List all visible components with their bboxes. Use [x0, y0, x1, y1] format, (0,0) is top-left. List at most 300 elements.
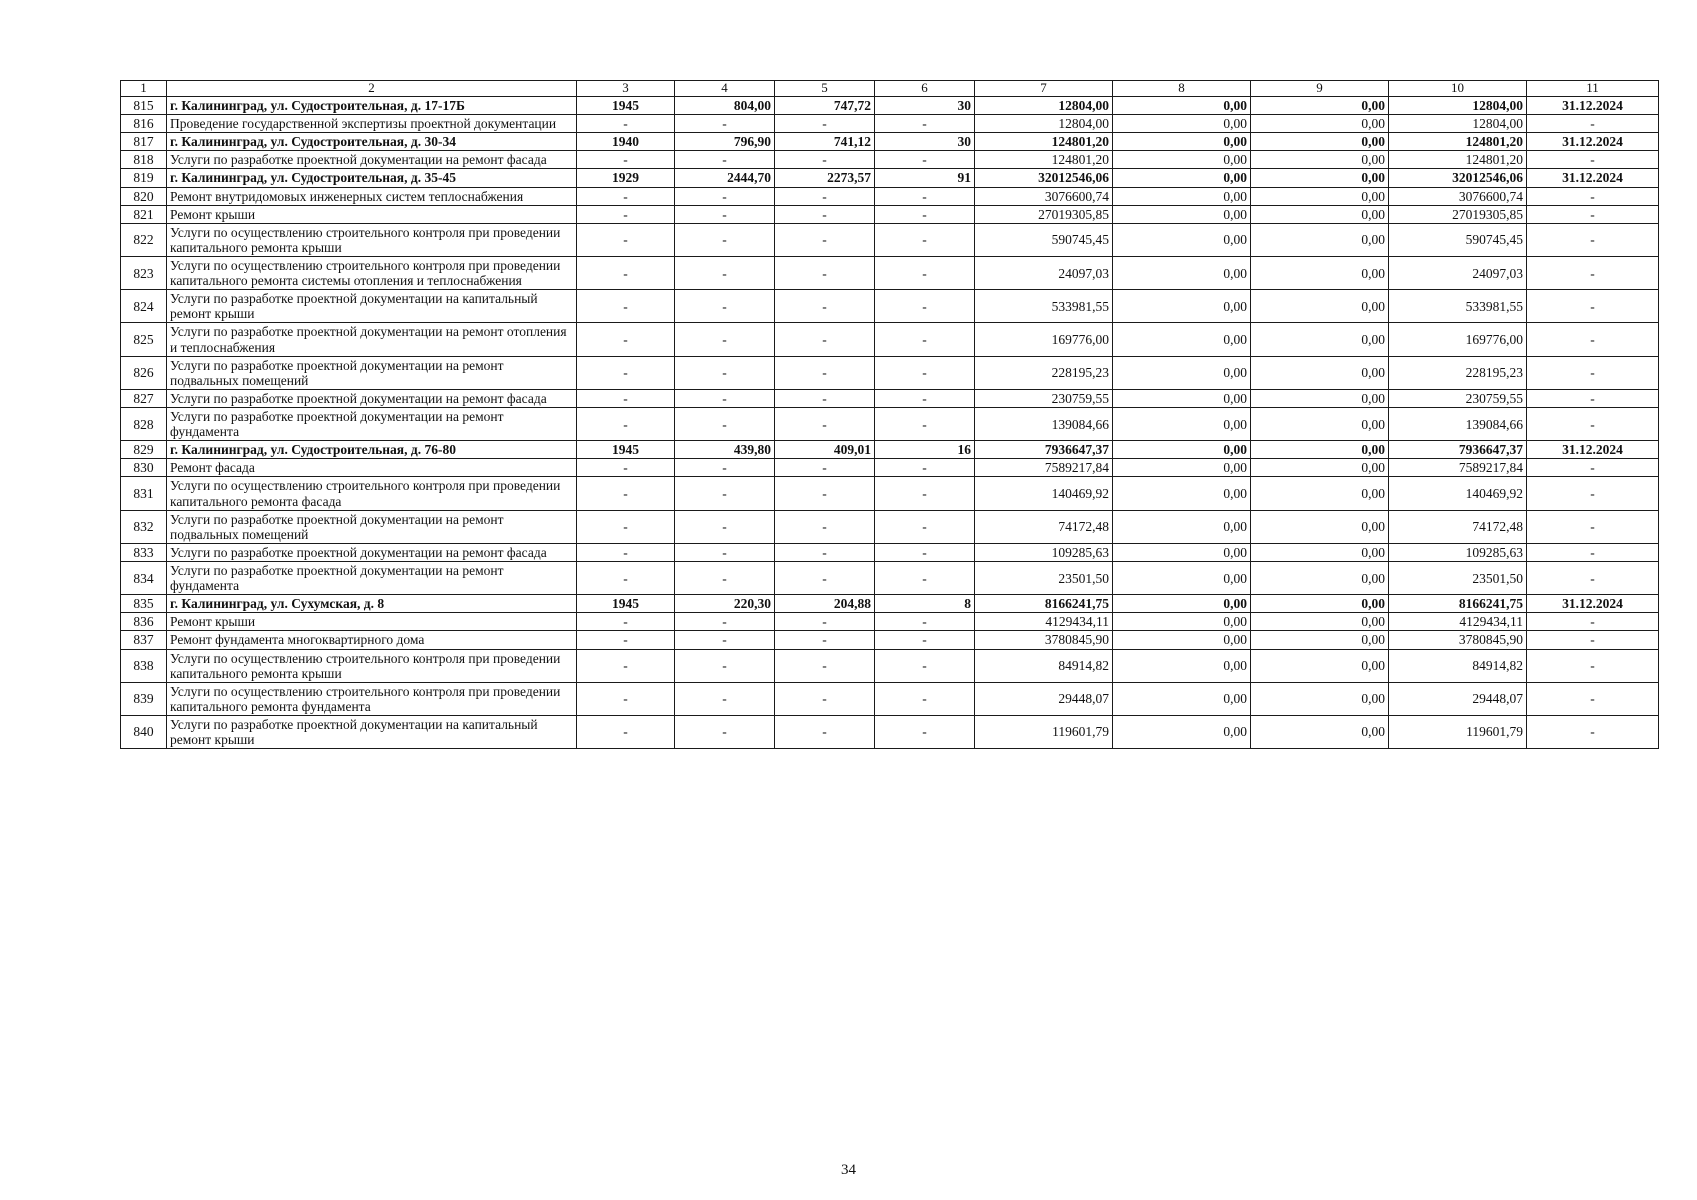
- col-9-cell: 0,00: [1251, 290, 1389, 323]
- col-3-cell: -: [577, 223, 675, 256]
- col-10-cell: 7589217,84: [1389, 459, 1527, 477]
- col-3-cell: -: [577, 459, 675, 477]
- col-4-cell: -: [675, 631, 775, 649]
- col-3-cell: -: [577, 510, 675, 543]
- col-9-cell: 0,00: [1251, 715, 1389, 748]
- col-5-cell: -: [775, 187, 875, 205]
- col-11-cell: -: [1527, 389, 1659, 407]
- col-4-cell: 439,80: [675, 441, 775, 459]
- col-9-cell: 0,00: [1251, 649, 1389, 682]
- address-row: [121, 97, 1659, 115]
- col-11-cell: -: [1527, 151, 1659, 169]
- col-5-cell: -: [775, 290, 875, 323]
- work-name-cell: Услуги по осуществлению строительного контроля при проведении капитального ремонта системы отопления и теплоснабжения: [167, 256, 577, 289]
- col-8-cell: 0,00: [1113, 97, 1251, 115]
- col-6-cell: -: [875, 407, 975, 440]
- col-5-cell: -: [775, 613, 875, 631]
- col-8-cell: 0,00: [1113, 631, 1251, 649]
- col-3-cell: -: [577, 290, 675, 323]
- col-9-cell: 0,00: [1251, 459, 1389, 477]
- work-row: [121, 356, 1659, 389]
- col-6-cell: -: [875, 290, 975, 323]
- col-3-cell: -: [577, 187, 675, 205]
- col-4-cell: -: [675, 187, 775, 205]
- col-3-cell: -: [577, 561, 675, 594]
- col-5-cell: -: [775, 389, 875, 407]
- col-11-cell: -: [1527, 543, 1659, 561]
- work-row: [121, 223, 1659, 256]
- col-8-cell: 0,00: [1113, 715, 1251, 748]
- col-4-cell: -: [675, 561, 775, 594]
- col-6-cell: -: [875, 459, 975, 477]
- col-7-cell: 228195,23: [975, 356, 1113, 389]
- col-3-cell: -: [577, 151, 675, 169]
- work-row: [121, 389, 1659, 407]
- col-3-cell: 1945: [577, 595, 675, 613]
- header-cell: 5: [775, 81, 875, 97]
- work-name-cell: Услуги по разработке проектной документации на ремонт фундамента: [167, 561, 577, 594]
- col-8-cell: 0,00: [1113, 407, 1251, 440]
- col-8-cell: 0,00: [1113, 169, 1251, 187]
- col-9-cell: 0,00: [1251, 187, 1389, 205]
- col-7-cell: 7936647,37: [975, 441, 1113, 459]
- work-name-cell: Ремонт фасада: [167, 459, 577, 477]
- work-name-cell: Услуги по разработке проектной документации на ремонт подвальных помещений: [167, 510, 577, 543]
- col-5-cell: -: [775, 649, 875, 682]
- col-5-cell: -: [775, 682, 875, 715]
- row-number-cell: 830: [121, 459, 167, 477]
- work-name-cell: Услуги по разработке проектной документации на ремонт подвальных помещений: [167, 356, 577, 389]
- col-9-cell: 0,00: [1251, 682, 1389, 715]
- col-10-cell: 533981,55: [1389, 290, 1527, 323]
- work-name-cell: Услуги по разработке проектной документации на ремонт фасада: [167, 543, 577, 561]
- work-row: [121, 682, 1659, 715]
- col-7-cell: 74172,48: [975, 510, 1113, 543]
- col-4-cell: -: [675, 115, 775, 133]
- col-7-cell: 3076600,74: [975, 187, 1113, 205]
- row-number-cell: 834: [121, 561, 167, 594]
- col-10-cell: 29448,07: [1389, 682, 1527, 715]
- col-8-cell: 0,00: [1113, 389, 1251, 407]
- col-10-cell: 124801,20: [1389, 133, 1527, 151]
- col-4-cell: 220,30: [675, 595, 775, 613]
- col-5-cell: -: [775, 256, 875, 289]
- work-row: [121, 715, 1659, 748]
- row-number-cell: 826: [121, 356, 167, 389]
- col-7-cell: 12804,00: [975, 115, 1113, 133]
- col-9-cell: 0,00: [1251, 561, 1389, 594]
- col-8-cell: 0,00: [1113, 510, 1251, 543]
- row-number-cell: 832: [121, 510, 167, 543]
- row-number-cell: 835: [121, 595, 167, 613]
- work-name-cell: Услуги по разработке проектной документации на капитальный ремонт крыши: [167, 290, 577, 323]
- col-5-cell: -: [775, 205, 875, 223]
- col-7-cell: 29448,07: [975, 682, 1113, 715]
- col-6-cell: -: [875, 223, 975, 256]
- col-3-cell: -: [577, 543, 675, 561]
- col-11-cell: -: [1527, 631, 1659, 649]
- work-name-cell: Ремонт крыши: [167, 613, 577, 631]
- col-6-cell: -: [875, 613, 975, 631]
- header-cell: 1: [121, 81, 167, 97]
- col-8-cell: 0,00: [1113, 256, 1251, 289]
- col-5-cell: -: [775, 356, 875, 389]
- col-5-cell: -: [775, 323, 875, 356]
- work-name-cell: Проведение государственной экспертизы проектной документации: [167, 115, 577, 133]
- col-3-cell: -: [577, 649, 675, 682]
- col-11-cell: -: [1527, 682, 1659, 715]
- col-9-cell: 0,00: [1251, 510, 1389, 543]
- col-8-cell: 0,00: [1113, 441, 1251, 459]
- col-4-cell: 796,90: [675, 133, 775, 151]
- col-11-cell: -: [1527, 477, 1659, 510]
- col-5-cell: 409,01: [775, 441, 875, 459]
- col-9-cell: 0,00: [1251, 323, 1389, 356]
- work-name-cell: г. Калининград, ул. Судостроительная, д. 35-45: [167, 169, 577, 187]
- col-4-cell: 2444,70: [675, 169, 775, 187]
- col-9-cell: 0,00: [1251, 115, 1389, 133]
- col-6-cell: -: [875, 187, 975, 205]
- col-9-cell: 0,00: [1251, 595, 1389, 613]
- work-name-cell: Услуги по разработке проектной документации на ремонт фундамента: [167, 407, 577, 440]
- col-3-cell: -: [577, 256, 675, 289]
- col-9-cell: 0,00: [1251, 543, 1389, 561]
- col-6-cell: 30: [875, 133, 975, 151]
- work-row: [121, 256, 1659, 289]
- col-10-cell: 8166241,75: [1389, 595, 1527, 613]
- col-9-cell: 0,00: [1251, 256, 1389, 289]
- col-5-cell: -: [775, 115, 875, 133]
- col-3-cell: -: [577, 323, 675, 356]
- work-name-cell: Ремонт крыши: [167, 205, 577, 223]
- col-11-cell: -: [1527, 649, 1659, 682]
- col-10-cell: 124801,20: [1389, 151, 1527, 169]
- header-cell: 11: [1527, 81, 1659, 97]
- work-name-cell: г. Калининград, ул. Судостроительная, д. 17-17Б: [167, 97, 577, 115]
- col-8-cell: 0,00: [1113, 682, 1251, 715]
- col-6-cell: -: [875, 356, 975, 389]
- row-number-cell: 825: [121, 323, 167, 356]
- capital-repair-table: [120, 80, 1659, 749]
- work-row: [121, 543, 1659, 561]
- col-3-cell: -: [577, 356, 675, 389]
- row-number-cell: 819: [121, 169, 167, 187]
- col-10-cell: 109285,63: [1389, 543, 1527, 561]
- row-number-cell: 820: [121, 187, 167, 205]
- col-8-cell: 0,00: [1113, 133, 1251, 151]
- col-10-cell: 7936647,37: [1389, 441, 1527, 459]
- col-4-cell: 804,00: [675, 97, 775, 115]
- col-4-cell: -: [675, 389, 775, 407]
- col-4-cell: -: [675, 151, 775, 169]
- header-cell: 6: [875, 81, 975, 97]
- col-10-cell: 119601,79: [1389, 715, 1527, 748]
- col-11-cell: -: [1527, 407, 1659, 440]
- col-11-cell: -: [1527, 115, 1659, 133]
- col-10-cell: 27019305,85: [1389, 205, 1527, 223]
- col-9-cell: 0,00: [1251, 205, 1389, 223]
- col-7-cell: 124801,20: [975, 133, 1113, 151]
- col-3-cell: -: [577, 613, 675, 631]
- col-7-cell: 24097,03: [975, 256, 1113, 289]
- col-8-cell: 0,00: [1113, 223, 1251, 256]
- col-7-cell: 139084,66: [975, 407, 1113, 440]
- col-7-cell: 7589217,84: [975, 459, 1113, 477]
- col-9-cell: 0,00: [1251, 97, 1389, 115]
- col-10-cell: 12804,00: [1389, 97, 1527, 115]
- col-3-cell: 1940: [577, 133, 675, 151]
- work-name-cell: г. Калининград, ул. Судостроительная, д. 30-34: [167, 133, 577, 151]
- col-7-cell: 230759,55: [975, 389, 1113, 407]
- address-row: [121, 441, 1659, 459]
- header-cell: 9: [1251, 81, 1389, 97]
- col-4-cell: -: [675, 459, 775, 477]
- col-6-cell: -: [875, 561, 975, 594]
- header-cell: 8: [1113, 81, 1251, 97]
- col-10-cell: 3076600,74: [1389, 187, 1527, 205]
- col-11-cell: -: [1527, 715, 1659, 748]
- work-row: [121, 205, 1659, 223]
- col-8-cell: 0,00: [1113, 459, 1251, 477]
- work-row: [121, 151, 1659, 169]
- work-name-cell: Услуги по разработке проектной документации на ремонт фасада: [167, 389, 577, 407]
- col-8-cell: 0,00: [1113, 649, 1251, 682]
- header-cell: 2: [167, 81, 577, 97]
- col-11-cell: -: [1527, 459, 1659, 477]
- col-4-cell: -: [675, 407, 775, 440]
- col-8-cell: 0,00: [1113, 477, 1251, 510]
- col-6-cell: -: [875, 510, 975, 543]
- col-3-cell: -: [577, 115, 675, 133]
- col-5-cell: -: [775, 631, 875, 649]
- work-name-cell: Услуги по осуществлению строительного контроля при проведении капитального ремонта фундамента: [167, 682, 577, 715]
- col-4-cell: -: [675, 682, 775, 715]
- col-11-cell: 31.12.2024: [1527, 595, 1659, 613]
- col-4-cell: -: [675, 715, 775, 748]
- col-3-cell: 1945: [577, 441, 675, 459]
- column-number-header-row: [121, 81, 1659, 97]
- col-4-cell: -: [675, 223, 775, 256]
- work-row: [121, 290, 1659, 323]
- col-7-cell: 3780845,90: [975, 631, 1113, 649]
- document-page: [120, 80, 1658, 749]
- col-7-cell: 12804,00: [975, 97, 1113, 115]
- work-name-cell: г. Калининград, ул. Сухумская, д. 8: [167, 595, 577, 613]
- col-8-cell: 0,00: [1113, 290, 1251, 323]
- col-11-cell: -: [1527, 205, 1659, 223]
- col-9-cell: 0,00: [1251, 133, 1389, 151]
- row-number-cell: 821: [121, 205, 167, 223]
- col-5-cell: -: [775, 715, 875, 748]
- col-6-cell: 91: [875, 169, 975, 187]
- col-5-cell: -: [775, 477, 875, 510]
- col-6-cell: -: [875, 477, 975, 510]
- col-11-cell: -: [1527, 510, 1659, 543]
- col-7-cell: 4129434,11: [975, 613, 1113, 631]
- row-number-cell: 823: [121, 256, 167, 289]
- col-8-cell: 0,00: [1113, 115, 1251, 133]
- work-name-cell: Ремонт внутридомовых инженерных систем теплоснабжения: [167, 187, 577, 205]
- col-9-cell: 0,00: [1251, 631, 1389, 649]
- col-3-cell: -: [577, 715, 675, 748]
- work-name-cell: Услуги по осуществлению строительного контроля при проведении капитального ремонта крыши: [167, 649, 577, 682]
- col-3-cell: 1945: [577, 97, 675, 115]
- work-row: [121, 510, 1659, 543]
- work-name-cell: Услуги по осуществлению строительного контроля при проведении капитального ремонта фасада: [167, 477, 577, 510]
- col-4-cell: -: [675, 510, 775, 543]
- col-3-cell: -: [577, 407, 675, 440]
- work-name-cell: Услуги по осуществлению строительного контроля при проведении капитального ремонта крыши: [167, 223, 577, 256]
- col-11-cell: -: [1527, 613, 1659, 631]
- work-row: [121, 323, 1659, 356]
- col-10-cell: 84914,82: [1389, 649, 1527, 682]
- col-6-cell: -: [875, 205, 975, 223]
- col-3-cell: -: [577, 205, 675, 223]
- col-10-cell: 4129434,11: [1389, 613, 1527, 631]
- header-cell: 10: [1389, 81, 1527, 97]
- col-5-cell: -: [775, 407, 875, 440]
- col-7-cell: 32012546,06: [975, 169, 1113, 187]
- row-number-cell: 817: [121, 133, 167, 151]
- work-name-cell: Ремонт фундамента многоквартирного дома: [167, 631, 577, 649]
- col-9-cell: 0,00: [1251, 223, 1389, 256]
- col-6-cell: -: [875, 649, 975, 682]
- col-7-cell: 169776,00: [975, 323, 1113, 356]
- col-6-cell: -: [875, 543, 975, 561]
- col-6-cell: -: [875, 256, 975, 289]
- col-9-cell: 0,00: [1251, 613, 1389, 631]
- col-11-cell: -: [1527, 256, 1659, 289]
- col-8-cell: 0,00: [1113, 613, 1251, 631]
- work-name-cell: г. Калининград, ул. Судостроительная, д. 76-80: [167, 441, 577, 459]
- col-11-cell: -: [1527, 323, 1659, 356]
- col-10-cell: 590745,45: [1389, 223, 1527, 256]
- col-8-cell: 0,00: [1113, 187, 1251, 205]
- col-10-cell: 74172,48: [1389, 510, 1527, 543]
- row-number-cell: 833: [121, 543, 167, 561]
- col-3-cell: -: [577, 389, 675, 407]
- col-5-cell: 204,88: [775, 595, 875, 613]
- col-8-cell: 0,00: [1113, 323, 1251, 356]
- header-cell: 4: [675, 81, 775, 97]
- address-row: [121, 133, 1659, 151]
- col-7-cell: 27019305,85: [975, 205, 1113, 223]
- col-11-cell: 31.12.2024: [1527, 97, 1659, 115]
- col-11-cell: 31.12.2024: [1527, 441, 1659, 459]
- page-number: 34: [841, 1162, 856, 1178]
- col-10-cell: 24097,03: [1389, 256, 1527, 289]
- row-number-cell: 839: [121, 682, 167, 715]
- col-4-cell: -: [675, 543, 775, 561]
- row-number-cell: 827: [121, 389, 167, 407]
- col-10-cell: 228195,23: [1389, 356, 1527, 389]
- col-6-cell: -: [875, 323, 975, 356]
- col-6-cell: -: [875, 715, 975, 748]
- col-5-cell: -: [775, 510, 875, 543]
- col-10-cell: 140469,92: [1389, 477, 1527, 510]
- col-4-cell: -: [675, 290, 775, 323]
- col-8-cell: 0,00: [1113, 595, 1251, 613]
- col-9-cell: 0,00: [1251, 441, 1389, 459]
- col-10-cell: 230759,55: [1389, 389, 1527, 407]
- address-row: [121, 169, 1659, 187]
- col-7-cell: 140469,92: [975, 477, 1113, 510]
- col-6-cell: -: [875, 151, 975, 169]
- row-number-cell: 818: [121, 151, 167, 169]
- col-6-cell: 16: [875, 441, 975, 459]
- col-8-cell: 0,00: [1113, 205, 1251, 223]
- col-7-cell: 8166241,75: [975, 595, 1113, 613]
- work-name-cell: Услуги по разработке проектной документации на капитальный ремонт крыши: [167, 715, 577, 748]
- col-10-cell: 139084,66: [1389, 407, 1527, 440]
- col-9-cell: 0,00: [1251, 356, 1389, 389]
- col-4-cell: -: [675, 256, 775, 289]
- col-4-cell: -: [675, 649, 775, 682]
- col-11-cell: -: [1527, 223, 1659, 256]
- work-row: [121, 115, 1659, 133]
- col-6-cell: 8: [875, 595, 975, 613]
- work-row: [121, 407, 1659, 440]
- col-4-cell: -: [675, 323, 775, 356]
- row-number-cell: 831: [121, 477, 167, 510]
- work-row: [121, 631, 1659, 649]
- col-5-cell: 2273,57: [775, 169, 875, 187]
- work-name-cell: Услуги по разработке проектной документации на ремонт отопления и теплоснабжения: [167, 323, 577, 356]
- col-5-cell: -: [775, 151, 875, 169]
- col-6-cell: 30: [875, 97, 975, 115]
- col-9-cell: 0,00: [1251, 477, 1389, 510]
- col-10-cell: 12804,00: [1389, 115, 1527, 133]
- col-3-cell: -: [577, 477, 675, 510]
- col-7-cell: 109285,63: [975, 543, 1113, 561]
- work-row: [121, 561, 1659, 594]
- row-number-cell: 822: [121, 223, 167, 256]
- col-5-cell: 741,12: [775, 133, 875, 151]
- col-6-cell: -: [875, 115, 975, 133]
- header-cell: 3: [577, 81, 675, 97]
- col-6-cell: -: [875, 389, 975, 407]
- row-number-cell: 829: [121, 441, 167, 459]
- col-5-cell: -: [775, 459, 875, 477]
- row-number-cell: 816: [121, 115, 167, 133]
- col-9-cell: 0,00: [1251, 151, 1389, 169]
- work-row: [121, 613, 1659, 631]
- col-7-cell: 590745,45: [975, 223, 1113, 256]
- col-5-cell: 747,72: [775, 97, 875, 115]
- col-6-cell: -: [875, 631, 975, 649]
- col-7-cell: 119601,79: [975, 715, 1113, 748]
- col-4-cell: -: [675, 613, 775, 631]
- col-6-cell: -: [875, 682, 975, 715]
- col-10-cell: 3780845,90: [1389, 631, 1527, 649]
- row-number-cell: 815: [121, 97, 167, 115]
- work-row: [121, 649, 1659, 682]
- col-7-cell: 84914,82: [975, 649, 1113, 682]
- col-3-cell: -: [577, 682, 675, 715]
- col-11-cell: -: [1527, 290, 1659, 323]
- col-11-cell: -: [1527, 561, 1659, 594]
- row-number-cell: 837: [121, 631, 167, 649]
- col-11-cell: -: [1527, 187, 1659, 205]
- col-8-cell: 0,00: [1113, 151, 1251, 169]
- col-10-cell: 23501,50: [1389, 561, 1527, 594]
- col-10-cell: 32012546,06: [1389, 169, 1527, 187]
- row-number-cell: 836: [121, 613, 167, 631]
- row-number-cell: 838: [121, 649, 167, 682]
- col-9-cell: 0,00: [1251, 407, 1389, 440]
- col-8-cell: 0,00: [1113, 561, 1251, 594]
- work-row: [121, 477, 1659, 510]
